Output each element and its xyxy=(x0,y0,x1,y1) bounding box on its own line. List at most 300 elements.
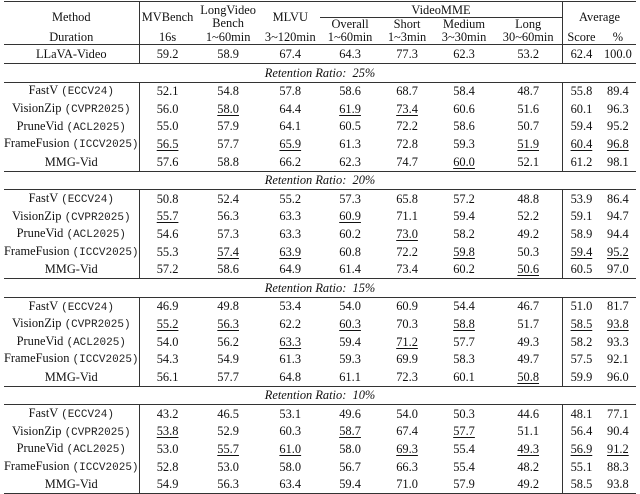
cell-value xyxy=(380,225,434,243)
venue-label: (CVPR2025) xyxy=(64,426,131,439)
section-header-row xyxy=(4,64,636,83)
cell-value xyxy=(139,333,196,351)
cell-value xyxy=(494,261,562,279)
method-name: FastV xyxy=(28,190,58,205)
cell-text: 72.3 xyxy=(396,369,418,384)
cell-text: 59.1 xyxy=(570,209,593,224)
cell-value xyxy=(320,190,380,208)
cell-value xyxy=(494,405,562,423)
cell-value: 53.2 xyxy=(517,47,540,61)
cell-value xyxy=(320,423,380,441)
cell-text: 46.5 xyxy=(217,406,239,421)
method-name: PruneVid xyxy=(16,226,64,241)
cell-value xyxy=(600,82,636,100)
method-cell xyxy=(4,351,139,369)
results-body xyxy=(4,45,636,494)
method-cell xyxy=(4,315,139,333)
method-name: VisionZip xyxy=(11,100,62,115)
cell-text: 96.8 xyxy=(607,136,629,151)
method-cell xyxy=(4,190,139,208)
cell-text: 77.1 xyxy=(607,406,629,421)
method-cell xyxy=(4,243,139,261)
header-average: Average xyxy=(563,2,636,31)
cell-value xyxy=(380,190,434,208)
header-longvideobench: LongVideo Bench xyxy=(200,3,256,31)
retention-ratio-label: Retention Ratio: 10% xyxy=(264,388,376,403)
cell-value xyxy=(494,190,562,208)
cell-text: 60.5 xyxy=(570,262,593,277)
cell-text: 61.3 xyxy=(279,352,302,367)
cell-value xyxy=(600,261,636,279)
cell-text: 54.0 xyxy=(339,299,361,314)
cell-text: 52.1 xyxy=(156,84,179,99)
cell-text: 60.2 xyxy=(339,226,361,241)
venue-label: (ICCV2025) xyxy=(72,354,139,367)
cell-text: 61.0 xyxy=(279,442,302,457)
cell-text: 57.7 xyxy=(453,424,475,439)
cell-text: 71.1 xyxy=(396,209,418,224)
cell-text: 59.4 xyxy=(570,119,593,134)
cell-text: 52.9 xyxy=(217,424,239,439)
method-name: FastV xyxy=(28,298,58,313)
cell-value xyxy=(261,351,320,369)
cell-value xyxy=(196,243,261,261)
method-name: FrameFusion xyxy=(4,243,70,258)
cell-value xyxy=(261,333,320,351)
cell-value xyxy=(600,100,636,118)
cell-value xyxy=(494,423,562,441)
cell-text: 49.3 xyxy=(517,442,540,457)
table-row xyxy=(4,351,636,369)
cell-value xyxy=(600,208,636,226)
method-cell xyxy=(4,423,139,441)
cell-text: 59.4 xyxy=(570,244,593,259)
cell-value xyxy=(320,405,380,423)
cell-text: 55.2 xyxy=(156,316,179,331)
cell-value xyxy=(600,243,636,261)
duration-mvbench: 16s xyxy=(158,30,177,45)
cell-text: 63.4 xyxy=(279,477,302,492)
cell-text: 53.0 xyxy=(156,442,179,457)
table-row xyxy=(4,243,636,261)
cell-text: 60.2 xyxy=(453,262,475,277)
cell-value xyxy=(261,476,320,494)
cell-text: 63.3 xyxy=(279,226,302,241)
cell-value: 62.4 xyxy=(563,45,600,64)
cell-text: 71.0 xyxy=(396,477,418,492)
cell-text: 55.1 xyxy=(570,459,593,474)
cell-value xyxy=(380,100,434,118)
table-row xyxy=(4,297,636,315)
cell-value xyxy=(261,261,320,279)
cell-value xyxy=(320,82,380,100)
cell-text: 49.6 xyxy=(339,406,361,421)
cell-text: 57.7 xyxy=(217,369,239,384)
cell-value xyxy=(600,297,636,315)
cell-text: 49.7 xyxy=(517,352,540,367)
cell-value xyxy=(434,100,494,118)
cell-value xyxy=(563,423,600,441)
cell-value xyxy=(196,297,261,315)
cell-value xyxy=(434,135,494,153)
cell-text: 54.6 xyxy=(156,226,179,241)
cell-value xyxy=(434,118,494,136)
cell-value xyxy=(600,333,636,351)
cell-text: 61.2 xyxy=(570,154,593,169)
cell-value xyxy=(434,368,494,386)
cell-value xyxy=(139,225,196,243)
cell-text: 95.2 xyxy=(607,119,629,134)
cell-value xyxy=(434,351,494,369)
cell-text: 58.9 xyxy=(570,226,593,241)
cell-value xyxy=(494,208,562,226)
cell-value xyxy=(600,351,636,369)
method-name: FrameFusion xyxy=(4,136,70,151)
cell-value xyxy=(380,368,434,386)
cell-value xyxy=(196,440,261,458)
cell-text: 67.4 xyxy=(396,424,418,439)
cell-value xyxy=(563,261,600,279)
cell-value xyxy=(320,333,380,351)
cell-value xyxy=(563,476,600,494)
cell-value xyxy=(494,333,562,351)
cell-value xyxy=(434,333,494,351)
cell-text: 94.7 xyxy=(607,209,629,224)
cell-text: 51.0 xyxy=(570,299,593,314)
method-cell xyxy=(4,118,139,136)
retention-ratio-label: Retention Ratio: 20% xyxy=(264,173,376,188)
cell-text: 52.8 xyxy=(156,459,179,474)
cell-text: 73.0 xyxy=(396,226,418,241)
cell-text: 59.3 xyxy=(339,352,361,367)
cell-value xyxy=(196,458,261,476)
cell-value xyxy=(494,458,562,476)
method-name: VisionZip xyxy=(11,208,62,223)
cell-text: 96.3 xyxy=(607,101,629,116)
cell-value xyxy=(563,100,600,118)
cell-text: 51.6 xyxy=(517,101,540,116)
cell-value xyxy=(320,100,380,118)
cell-text: 64.1 xyxy=(279,119,302,134)
cell-value xyxy=(494,153,562,171)
cell-value xyxy=(320,368,380,386)
cell-text: 51.9 xyxy=(517,136,540,151)
cell-value xyxy=(600,315,636,333)
cell-value xyxy=(261,297,320,315)
cell-value xyxy=(600,153,636,171)
cell-value xyxy=(600,440,636,458)
header-videomme-overall: Overall xyxy=(331,17,369,31)
cell-text: 56.2 xyxy=(217,334,239,349)
cell-text: 57.4 xyxy=(217,244,239,259)
cell-text: 63.9 xyxy=(279,244,302,259)
cell-text: 60.8 xyxy=(339,244,361,259)
cell-value xyxy=(139,423,196,441)
duration-longvideobench: 1~60min xyxy=(205,30,251,45)
cell-value xyxy=(563,458,600,476)
cell-value xyxy=(563,82,600,100)
cell-value xyxy=(434,405,494,423)
venue-label: (ECCV24) xyxy=(61,86,114,99)
cell-text: 54.9 xyxy=(156,477,179,492)
retention-ratio-label: Retention Ratio: 25% xyxy=(264,65,376,80)
cell-value xyxy=(320,351,380,369)
cell-value xyxy=(139,208,196,226)
cell-text: 56.1 xyxy=(156,369,179,384)
cell-value xyxy=(320,118,380,136)
cell-text: 59.4 xyxy=(339,477,361,492)
cell-text: 48.2 xyxy=(517,459,540,474)
cell-text: 56.3 xyxy=(217,209,239,224)
table-row xyxy=(4,333,636,351)
cell-text: 58.2 xyxy=(570,334,593,349)
cell-text: 69.9 xyxy=(396,352,418,367)
method-cell xyxy=(4,208,139,226)
method-name: FrameFusion xyxy=(4,458,70,473)
cell-text: 54.4 xyxy=(453,299,475,314)
cell-text: 66.3 xyxy=(396,459,418,474)
table-row xyxy=(4,190,636,208)
cell-text: 46.9 xyxy=(156,299,179,314)
cell-value xyxy=(380,82,434,100)
cell-text: 97.0 xyxy=(607,262,629,277)
cell-text: 63.3 xyxy=(279,334,302,349)
cell-value xyxy=(563,315,600,333)
cell-text: 50.6 xyxy=(517,262,540,277)
cell-value xyxy=(494,100,562,118)
venue-label: (ICCV2025) xyxy=(72,246,139,259)
method-cell xyxy=(4,225,139,243)
cell-value xyxy=(139,351,196,369)
cell-value xyxy=(196,315,261,333)
venue-label: (ECCV24) xyxy=(61,409,114,422)
cell-text: 60.6 xyxy=(453,101,475,116)
cell-text: 72.2 xyxy=(396,119,418,134)
cell-value xyxy=(494,225,562,243)
method-cell xyxy=(4,405,139,423)
cell-text: 50.8 xyxy=(517,369,540,384)
venue-label: (CVPR2025) xyxy=(64,211,131,224)
cell-text: 65.8 xyxy=(396,191,418,206)
method-cell xyxy=(4,368,139,386)
method-cell xyxy=(4,100,139,118)
duration-short: 1~3min xyxy=(387,30,427,45)
method-cell xyxy=(4,333,139,351)
cell-value xyxy=(261,153,320,171)
cell-text: 54.0 xyxy=(396,406,418,421)
cell-value xyxy=(434,261,494,279)
cell-value xyxy=(563,333,600,351)
cell-value xyxy=(196,261,261,279)
header-average-score: Score xyxy=(563,30,600,45)
cell-text: 54.3 xyxy=(156,352,179,367)
cell-text: 60.3 xyxy=(339,316,361,331)
cell-value xyxy=(380,297,434,315)
cell-text: 55.7 xyxy=(156,209,179,224)
method-name: VisionZip xyxy=(11,423,62,438)
cell-value xyxy=(320,243,380,261)
cell-value xyxy=(434,153,494,171)
cell-text: 50.3 xyxy=(517,244,540,259)
cell-text: 61.4 xyxy=(339,262,361,277)
cell-text: 55.4 xyxy=(453,459,475,474)
cell-value xyxy=(600,405,636,423)
cell-value xyxy=(196,135,261,153)
cell-text: 55.3 xyxy=(156,244,179,259)
cell-value xyxy=(261,458,320,476)
table-row xyxy=(4,315,636,333)
header-videomme-medium: Medium xyxy=(443,17,486,31)
cell-value xyxy=(563,190,600,208)
header-videomme: VideoMME xyxy=(320,2,563,18)
cell-value xyxy=(261,118,320,136)
cell-text: 50.3 xyxy=(453,406,475,421)
cell-text: 53.0 xyxy=(217,459,239,474)
cell-value xyxy=(139,297,196,315)
cell-value: 67.4 xyxy=(279,47,302,61)
cell-value xyxy=(434,225,494,243)
method-cell xyxy=(4,261,139,279)
table-row xyxy=(4,225,636,243)
cell-text: 57.9 xyxy=(217,119,239,134)
cell-value xyxy=(196,423,261,441)
cell-text: 58.2 xyxy=(453,226,475,241)
cell-text: 57.5 xyxy=(570,352,593,367)
cell-value: 58.9 xyxy=(217,47,239,61)
cell-text: 57.2 xyxy=(156,262,179,277)
cell-value xyxy=(494,297,562,315)
cell-text: 89.4 xyxy=(607,84,629,99)
cell-text: 48.7 xyxy=(517,84,540,99)
cell-value xyxy=(380,458,434,476)
method-cell xyxy=(4,153,139,171)
cell-value xyxy=(261,135,320,153)
cell-value xyxy=(139,153,196,171)
cell-value xyxy=(139,476,196,494)
method-name: MMG-Vid xyxy=(44,262,98,277)
method-name: PruneVid xyxy=(16,118,64,133)
table-row xyxy=(4,135,636,153)
header-mlvu: MLVU xyxy=(272,10,308,24)
cell-value xyxy=(434,476,494,494)
method-name: VisionZip xyxy=(11,316,62,331)
cell-text: 56.5 xyxy=(156,136,179,151)
cell-text: 54.0 xyxy=(156,334,179,349)
cell-text: 58.7 xyxy=(339,424,361,439)
cell-text: 60.1 xyxy=(453,369,475,384)
cell-text: 44.6 xyxy=(517,406,540,421)
method-cell xyxy=(4,458,139,476)
cell-value xyxy=(139,440,196,458)
cell-value xyxy=(261,368,320,386)
cell-value xyxy=(320,297,380,315)
table-row xyxy=(4,100,636,118)
venue-label: (ICCV2025) xyxy=(72,139,139,152)
section-header-row xyxy=(4,279,636,298)
cell-value xyxy=(563,243,600,261)
header-videomme-short: Short xyxy=(393,17,421,31)
cell-value xyxy=(434,440,494,458)
cell-text: 64.9 xyxy=(279,262,302,277)
method-name: MMG-Vid xyxy=(44,154,98,169)
cell-value xyxy=(563,135,600,153)
cell-text: 49.3 xyxy=(517,334,540,349)
venue-label: (ACL2025) xyxy=(66,444,126,457)
cell-value xyxy=(380,135,434,153)
cell-value xyxy=(380,208,434,226)
header-mvbench: MVBench xyxy=(141,10,194,24)
cell-text: 56.9 xyxy=(570,442,593,457)
cell-value xyxy=(563,351,600,369)
method-name: LLaVA-Video xyxy=(4,45,139,64)
cell-text: 95.2 xyxy=(607,244,629,259)
baseline-row xyxy=(4,45,636,64)
cell-value xyxy=(139,100,196,118)
cell-text: 65.9 xyxy=(279,136,302,151)
venue-label: (ACL2025) xyxy=(66,121,126,134)
cell-text: 70.3 xyxy=(396,316,418,331)
cell-text: 60.1 xyxy=(570,101,593,116)
cell-text: 55.0 xyxy=(156,119,179,134)
cell-text: 53.4 xyxy=(279,299,302,314)
cell-text: 69.3 xyxy=(396,442,418,457)
method-name: PruneVid xyxy=(16,441,64,456)
cell-value xyxy=(196,208,261,226)
cell-text: 93.8 xyxy=(607,477,629,492)
cell-value xyxy=(196,118,261,136)
cell-text: 92.1 xyxy=(607,352,629,367)
cell-text: 50.7 xyxy=(517,119,540,134)
duration-overall: 1~60min xyxy=(327,30,373,45)
cell-value xyxy=(494,351,562,369)
cell-value xyxy=(139,135,196,153)
cell-value xyxy=(380,476,434,494)
cell-value xyxy=(494,82,562,100)
cell-text: 46.7 xyxy=(517,299,540,314)
cell-value xyxy=(434,423,494,441)
method-cell xyxy=(4,476,139,494)
cell-value xyxy=(600,118,636,136)
table-row xyxy=(4,440,636,458)
cell-value xyxy=(320,261,380,279)
cell-value xyxy=(261,100,320,118)
cell-text: 58.6 xyxy=(453,119,475,134)
cell-text: 96.0 xyxy=(607,369,629,384)
cell-text: 56.3 xyxy=(217,316,239,331)
cell-text: 57.3 xyxy=(339,191,361,206)
cell-text: 58.8 xyxy=(217,154,239,169)
cell-value xyxy=(320,135,380,153)
cell-value xyxy=(563,118,600,136)
cell-text: 58.6 xyxy=(217,262,239,277)
cell-value xyxy=(196,351,261,369)
cell-value xyxy=(563,225,600,243)
cell-text: 49.2 xyxy=(517,477,540,492)
cell-value xyxy=(320,225,380,243)
cell-value xyxy=(494,368,562,386)
cell-value xyxy=(261,208,320,226)
cell-value xyxy=(600,368,636,386)
cell-text: 52.1 xyxy=(517,154,540,169)
duration-mlvu: 3~120min xyxy=(264,30,316,45)
cell-value: 77.3 xyxy=(396,47,418,61)
table-row xyxy=(4,261,636,279)
cell-value xyxy=(196,368,261,386)
method-cell xyxy=(4,82,139,100)
cell-text: 59.4 xyxy=(453,209,475,224)
cell-text: 54.9 xyxy=(217,352,239,367)
cell-text: 57.3 xyxy=(217,226,239,241)
